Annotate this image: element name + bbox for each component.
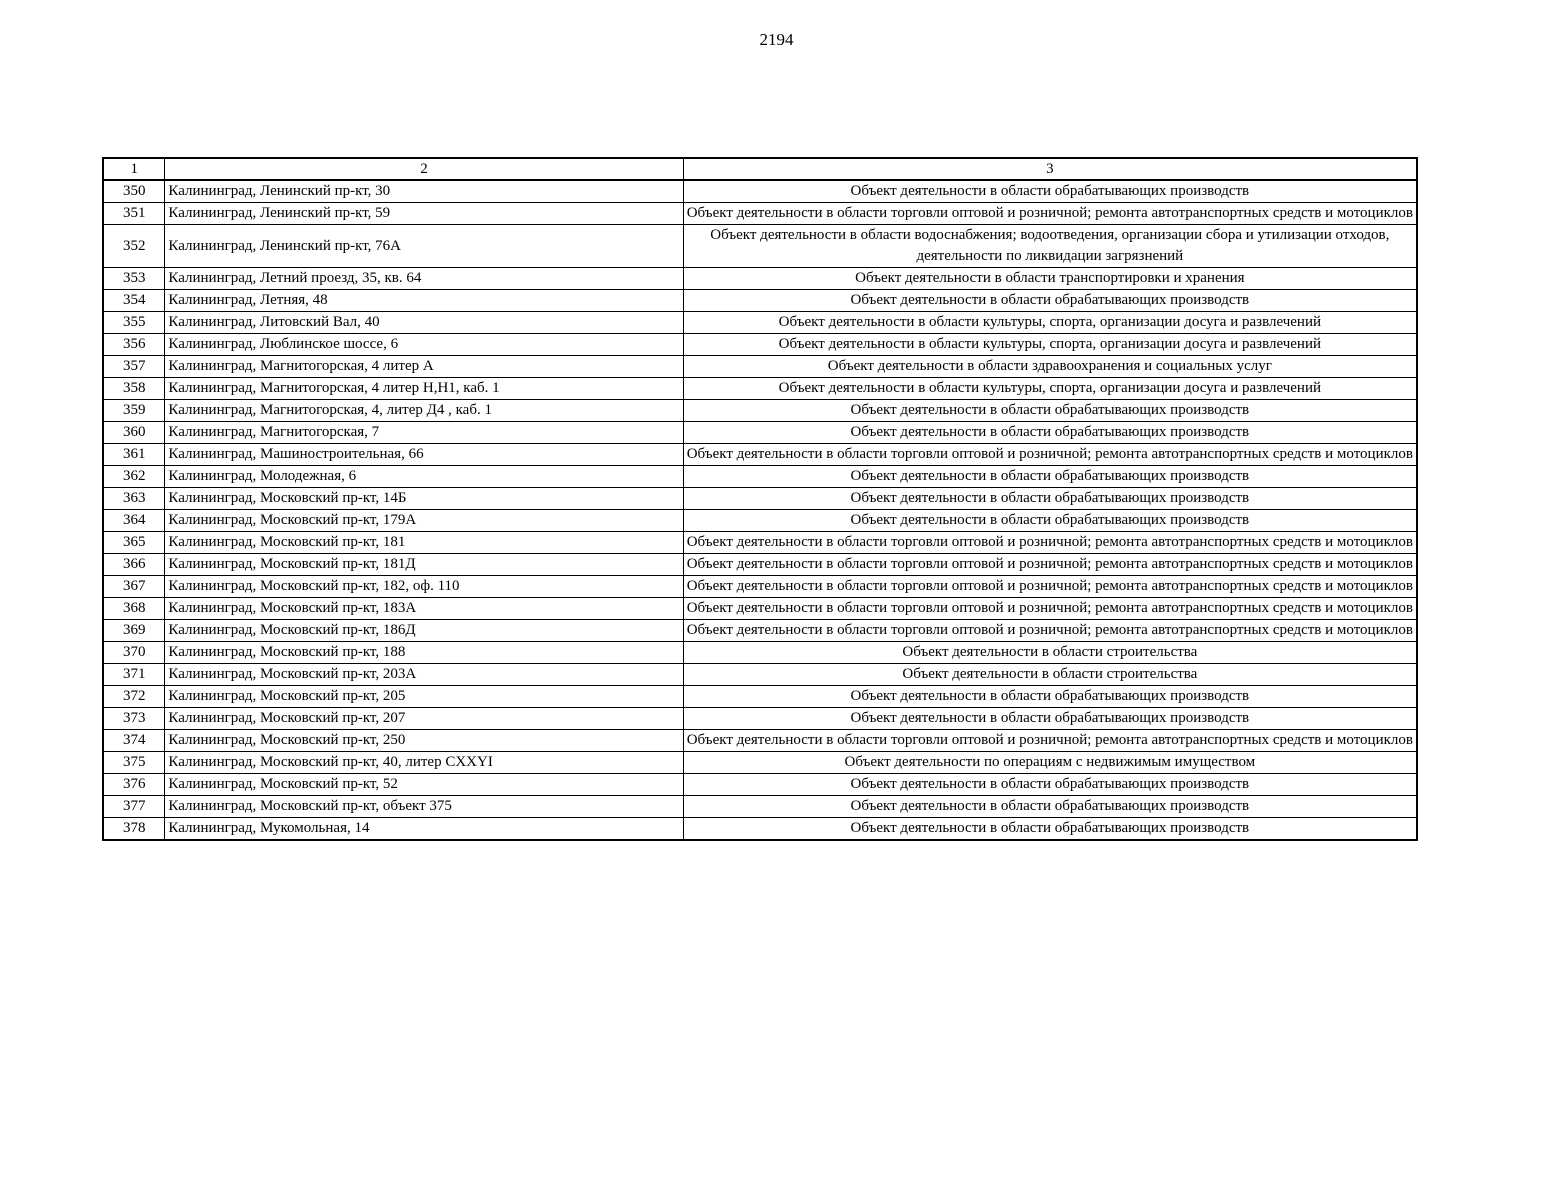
address-cell: Калининград, Московский пр-кт, 250 <box>165 730 683 752</box>
activity-cell: Объект деятельности в области торговли оптовой и розничной; ремонта автотранспортных средств и мотоциклов <box>683 730 1417 752</box>
address-cell: Калининград, Летняя, 48 <box>165 290 683 312</box>
address-cell: Калининград, Московский пр-кт, 40, литер CXXYI <box>165 752 683 774</box>
address-cell: Калининград, Машиностроительная, 66 <box>165 444 683 466</box>
activity-cell: Объект деятельности в области обрабатывающих производств <box>683 774 1417 796</box>
activity-cell: Объект деятельности в области обрабатывающих производств <box>683 488 1417 510</box>
activity-cell: Объект деятельности в области обрабатывающих производств <box>683 290 1417 312</box>
activity-cell: Объект деятельности в области обрабатывающих производств <box>683 686 1417 708</box>
table-row <box>103 620 1417 642</box>
table-row <box>103 268 1417 290</box>
address-cell: Калининград, Летний проезд, 35, кв. 64 <box>165 268 683 290</box>
table-row <box>103 466 1417 488</box>
activity-cell: Объект деятельности в области водоснабжения; водоотведения, организации сбора и утилизации отходов, деятельности по ликвидации загрязнений <box>683 225 1417 268</box>
row-number-cell: 359 <box>103 400 165 422</box>
activity-cell: Объект деятельности в области обрабатывающих производств <box>683 466 1417 488</box>
activity-cell: Объект деятельности в области обрабатывающих производств <box>683 708 1417 730</box>
activity-cell: Объект деятельности в области торговли оптовой и розничной; ремонта автотранспортных средств и мотоциклов <box>683 576 1417 598</box>
address-cell: Калининград, Московский пр-кт, 183А <box>165 598 683 620</box>
activity-cell: Объект деятельности в области здравоохранения и социальных услуг <box>683 356 1417 378</box>
row-number-cell: 372 <box>103 686 165 708</box>
header-row <box>103 158 1417 180</box>
row-number-cell: 370 <box>103 642 165 664</box>
table-row <box>103 752 1417 774</box>
row-number-cell: 367 <box>103 576 165 598</box>
address-cell: Калининград, Московский пр-кт, 181 <box>165 532 683 554</box>
address-cell: Калининград, Московский пр-кт, объект 375 <box>165 796 683 818</box>
activity-cell: Объект деятельности в области культуры, спорта, организации досуга и развлечений <box>683 312 1417 334</box>
column-header-address: 2 <box>165 158 683 180</box>
table-row <box>103 180 1417 203</box>
address-cell: Калининград, Литовский Вал, 40 <box>165 312 683 334</box>
table-row <box>103 774 1417 796</box>
address-cell: Калининград, Московский пр-кт, 186Д <box>165 620 683 642</box>
table-row <box>103 312 1417 334</box>
activity-cell: Объект деятельности в области строительства <box>683 642 1417 664</box>
row-number-cell: 358 <box>103 378 165 400</box>
activity-cell: Объект деятельности в области обрабатывающих производств <box>683 400 1417 422</box>
table-row <box>103 576 1417 598</box>
address-cell: Калининград, Магнитогорская, 7 <box>165 422 683 444</box>
page-number: 2194 <box>759 30 794 49</box>
row-number-cell: 360 <box>103 422 165 444</box>
address-cell: Калининград, Московский пр-кт, 207 <box>165 708 683 730</box>
activity-cell: Объект деятельности в области обрабатывающих производств <box>683 796 1417 818</box>
row-number-cell: 378 <box>103 818 165 841</box>
row-number-cell: 365 <box>103 532 165 554</box>
row-number-cell: 361 <box>103 444 165 466</box>
activity-cell: Объект деятельности в области обрабатывающих производств <box>683 818 1417 841</box>
table-row <box>103 664 1417 686</box>
row-number-cell: 373 <box>103 708 165 730</box>
activity-cell: Объект деятельности в области торговли оптовой и розничной; ремонта автотранспортных средств и мотоциклов <box>683 203 1417 225</box>
row-number-cell: 376 <box>103 774 165 796</box>
table-row <box>103 642 1417 664</box>
row-number-cell: 351 <box>103 203 165 225</box>
activity-cell: Объект деятельности в области торговли оптовой и розничной; ремонта автотранспортных средств и мотоциклов <box>683 554 1417 576</box>
activity-cell: Объект деятельности в области культуры, спорта, организации досуга и развлечений <box>683 378 1417 400</box>
table-row <box>103 796 1417 818</box>
activity-cell: Объект деятельности в области торговли оптовой и розничной; ремонта автотранспортных средств и мотоциклов <box>683 620 1417 642</box>
table-row <box>103 422 1417 444</box>
address-cell: Калининград, Московский пр-кт, 181Д <box>165 554 683 576</box>
address-cell: Калининград, Магнитогорская, 4 литер Н,Н1, каб. 1 <box>165 378 683 400</box>
row-number-cell: 352 <box>103 225 165 268</box>
table-row <box>103 554 1417 576</box>
table-row <box>103 488 1417 510</box>
table-row <box>103 532 1417 554</box>
address-cell: Калининград, Московский пр-кт, 203А <box>165 664 683 686</box>
activity-cell: Объект деятельности в области обрабатывающих производств <box>683 510 1417 532</box>
table-row <box>103 290 1417 312</box>
column-header-number: 1 <box>103 158 165 180</box>
row-number-cell: 374 <box>103 730 165 752</box>
table-row <box>103 686 1417 708</box>
activity-cell: Объект деятельности в области транспортировки и хранения <box>683 268 1417 290</box>
row-number-cell: 355 <box>103 312 165 334</box>
address-cell: Калининград, Магнитогорская, 4 литер А <box>165 356 683 378</box>
table-row <box>103 378 1417 400</box>
activity-cell: Объект деятельности в области обрабатывающих производств <box>683 180 1417 203</box>
activity-cell: Объект деятельности в области строительства <box>683 664 1417 686</box>
activity-cell: Объект деятельности в области культуры, спорта, организации досуга и развлечений <box>683 334 1417 356</box>
address-cell: Калининград, Московский пр-кт, 179А <box>165 510 683 532</box>
address-cell: Калининград, Московский пр-кт, 182, оф. 110 <box>165 576 683 598</box>
address-cell: Калининград, Ленинский пр-кт, 59 <box>165 203 683 225</box>
table-row <box>103 598 1417 620</box>
table-row <box>103 510 1417 532</box>
activity-cell: Объект деятельности в области торговли оптовой и розничной; ремонта автотранспортных средств и мотоциклов <box>683 598 1417 620</box>
row-number-cell: 377 <box>103 796 165 818</box>
table-body <box>103 180 1417 840</box>
row-number-cell: 366 <box>103 554 165 576</box>
address-cell: Калининград, Московский пр-кт, 14Б <box>165 488 683 510</box>
row-number-cell: 350 <box>103 180 165 203</box>
address-cell: Калининград, Московский пр-кт, 205 <box>165 686 683 708</box>
address-cell: Калининград, Ленинский пр-кт, 30 <box>165 180 683 203</box>
activity-cell: Объект деятельности в области обрабатывающих производств <box>683 422 1417 444</box>
table-row <box>103 730 1417 752</box>
row-number-cell: 364 <box>103 510 165 532</box>
address-cell: Калининград, Люблинское шоссе, 6 <box>165 334 683 356</box>
table-row <box>103 203 1417 225</box>
row-number-cell: 353 <box>103 268 165 290</box>
address-cell: Калининград, Ленинский пр-кт, 76А <box>165 225 683 268</box>
row-number-cell: 369 <box>103 620 165 642</box>
row-number-cell: 371 <box>103 664 165 686</box>
row-number-cell: 368 <box>103 598 165 620</box>
table-row <box>103 225 1417 268</box>
address-cell: Калининград, Молодежная, 6 <box>165 466 683 488</box>
address-cell: Калининград, Магнитогорская, 4, литер Д4 , каб. 1 <box>165 400 683 422</box>
row-number-cell: 375 <box>103 752 165 774</box>
table-row <box>103 400 1417 422</box>
row-number-cell: 357 <box>103 356 165 378</box>
table-row <box>103 444 1417 466</box>
table-row <box>103 334 1417 356</box>
activity-cell: Объект деятельности в области торговли оптовой и розничной; ремонта автотранспортных средств и мотоциклов <box>683 532 1417 554</box>
table-row <box>103 818 1417 841</box>
table-row <box>103 356 1417 378</box>
row-number-cell: 354 <box>103 290 165 312</box>
column-header-activity: 3 <box>683 158 1417 180</box>
row-number-cell: 362 <box>103 466 165 488</box>
table-row <box>103 708 1417 730</box>
address-cell: Калининград, Московский пр-кт, 188 <box>165 642 683 664</box>
activity-cell: Объект деятельности по операциям с недвижимым имуществом <box>683 752 1417 774</box>
registry-table <box>102 157 1418 841</box>
row-number-cell: 363 <box>103 488 165 510</box>
address-cell: Калининград, Мукомольная, 14 <box>165 818 683 841</box>
activity-cell: Объект деятельности в области торговли оптовой и розничной; ремонта автотранспортных средств и мотоциклов <box>683 444 1417 466</box>
row-number-cell: 356 <box>103 334 165 356</box>
address-cell: Калининград, Московский пр-кт, 52 <box>165 774 683 796</box>
